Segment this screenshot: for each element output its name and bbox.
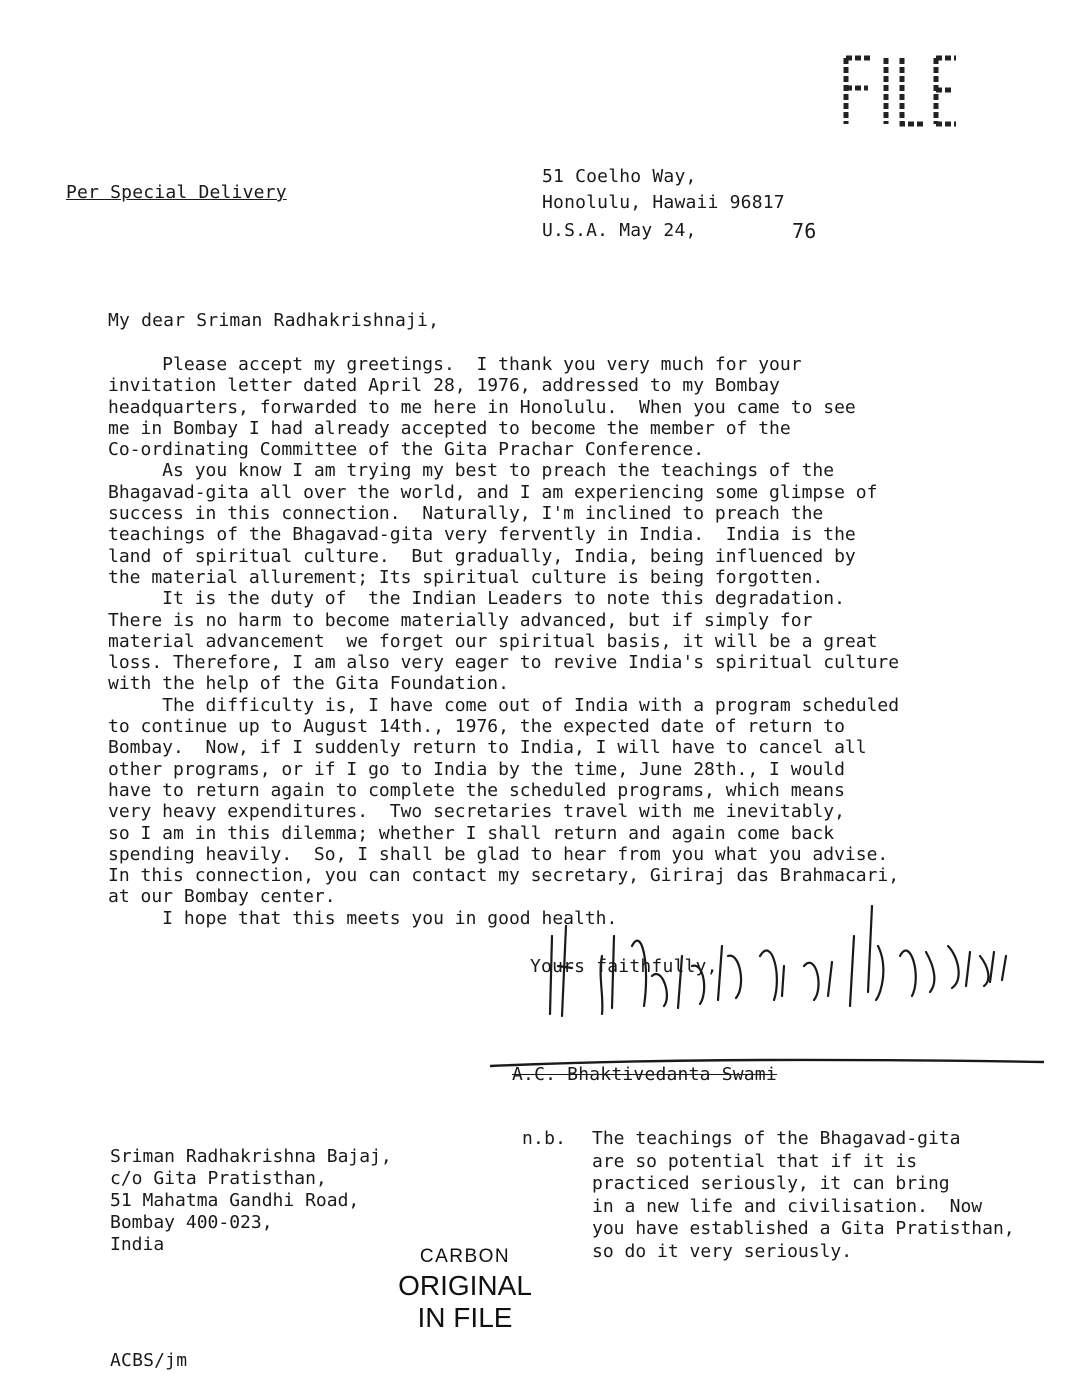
body-line: to continue up to August 14th., 1976, the expected date of return to <box>108 716 845 738</box>
sender-address-line-3-date: U.S.A. May 24, <box>542 220 697 241</box>
carbon-stamp-line-1: CARBON <box>419 1246 511 1267</box>
nb-line: The teachings of the Bhagavad-gita <box>592 1128 961 1149</box>
body-line: As you know I am trying my best to preach the teachings of the <box>108 460 835 482</box>
nb-note <box>592 1128 1015 1263</box>
body-line: Please accept my greetings. I thank you very much for your <box>108 354 802 375</box>
salutation: My dear Sriman Radhakrishnaji, <box>108 310 440 331</box>
body-line: have to return again to complete the scheduled programs, which means <box>108 779 845 801</box>
nb-line: in a new life and civilisation. Now <box>592 1195 983 1217</box>
recipient-line: Bombay 400-023, <box>110 1212 273 1233</box>
recipient-line: Sriman Radhakrishna Bajaj, <box>110 1146 392 1167</box>
sender-address-line-1: 51 Coelho Way, <box>542 166 697 187</box>
body-line: It is the duty of the Indian Leaders to note this degradation. <box>108 588 845 610</box>
body-line: I hope that this meets you in good health. <box>108 907 618 929</box>
nb-line: practiced seriously, it can bring <box>592 1173 950 1194</box>
body-line: with the help of the Gita Foundation. <box>108 673 509 695</box>
body-line: Bombay. Now, if I suddenly return to India, I will have to cancel all <box>108 737 867 759</box>
body-line: land of spiritual culture. But gradually, India, being influenced by <box>108 545 856 567</box>
body-line: There is no harm to become materially advanced, but if simply for <box>108 609 813 631</box>
recipient-line: c/o Gita Pratisthan, <box>110 1168 327 1189</box>
nb-line: you have established a Gita Pratisthan, <box>592 1218 1015 1239</box>
handwritten-signature <box>532 896 1022 1026</box>
body-line: material advancement we forget our spiritual basis, it will be a great <box>108 630 878 652</box>
body-line: success in this connection. Naturally, I'm inclined to preach the <box>108 503 824 525</box>
body-line: Bhagavad-gita all over the world, and I am experiencing some glimpse of <box>108 481 878 503</box>
nb-line: so do it very seriously. <box>592 1240 853 1262</box>
body-line: other programs, or if I go to India by the time, June 28th., I would <box>108 758 845 780</box>
closing: Yours faithfully, <box>530 956 718 977</box>
body-line: very heavy expenditures. Two secretaries travel with me inevitably, <box>108 801 845 823</box>
recipient-line: India <box>110 1234 165 1255</box>
body-line: The difficulty is, I have come out of India with a program scheduled <box>108 694 900 716</box>
body-line: In this connection, you can contact my secretary, Giriraj das Brahmacari, <box>108 865 900 887</box>
nb-label: n.b. <box>522 1128 567 1149</box>
body-line: teachings of the Bhagavad-gita very fervently in India. India is the <box>108 524 856 546</box>
signer-name: A.C. Bhaktivedanta Swami <box>512 1064 777 1085</box>
body-line: invitation letter dated April 28, 1976, addressed to my Bombay <box>108 375 780 397</box>
letter-body <box>108 354 958 929</box>
sender-address-line-2: Honolulu, Hawaii 96817 <box>542 192 785 213</box>
carbon-stamp-line-2: ORIGINAL <box>398 1270 532 1301</box>
body-line: me in Bombay I had already accepted to become the member of the <box>108 417 791 439</box>
nb-line: are so potential that if it is <box>592 1150 918 1172</box>
delivery-note: Per Special Delivery <box>66 182 287 203</box>
recipient-line: 51 Mahatma Gandhi Road, <box>110 1190 360 1211</box>
recipient-address <box>110 1146 392 1256</box>
date-year: 76 <box>792 219 817 243</box>
reference-initials: ACBS/jm <box>110 1350 188 1371</box>
carbon-stamp-line-3: IN FILE <box>417 1302 513 1333</box>
body-line: Co-ordinating Committee of the Gita Prachar Conference. <box>108 439 705 461</box>
body-line: loss. Therefore, I am also very eager to revive India's spiritual culture <box>108 652 900 674</box>
body-line: headquarters, forwarded to me here in Honolulu. When you came to see <box>108 396 856 418</box>
body-line: spending heavily. So, I shall be glad to hear from you what you advise. <box>108 843 889 865</box>
carbon-original-stamp <box>380 1244 550 1334</box>
body-line: the material allurement; Its spiritual culture is being forgotten. <box>108 566 824 588</box>
file-stamp <box>838 52 958 130</box>
body-line: at our Bombay center. <box>108 886 336 908</box>
body-line: so I am in this dilemma; whether I shall return and again come back <box>108 822 835 844</box>
